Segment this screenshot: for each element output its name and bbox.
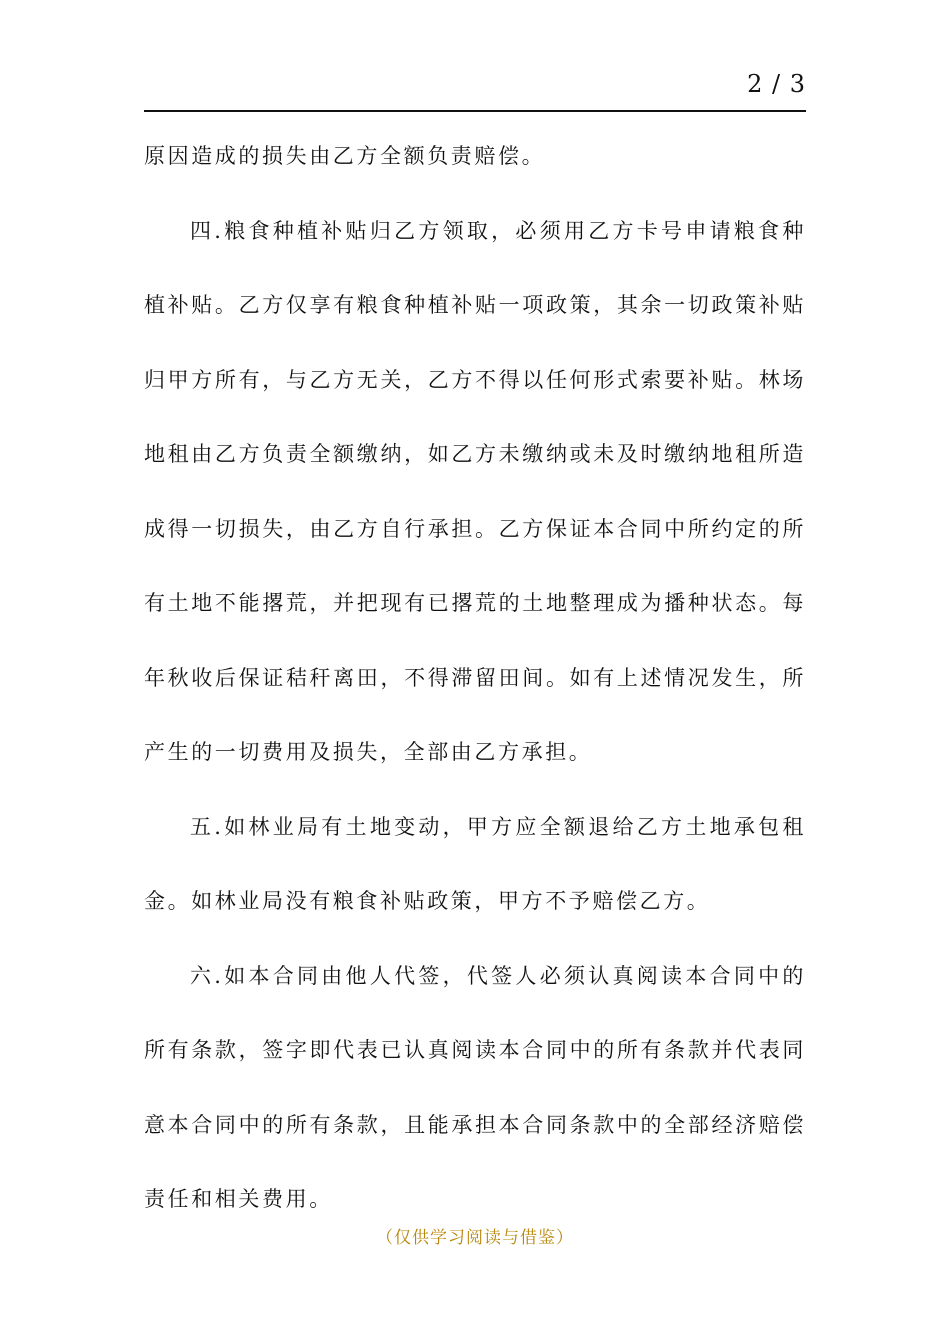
paragraph-clause-4: 四.粮食种植补贴归乙方领取，必须用乙方卡号申请粮食种植补贴。乙方仅享有粮食种植补贴一项政策，其余一切政策补贴归甲方所有，与乙方无关，乙方不得以任何形式索要补贴。林场地租由乙方负责全额缴纳，如乙方未缴纳或未及时缴纳地租所造成得一切损失，由乙方自行承担。乙方保证本合同中所约定的所有土地不能撂荒，并把现有已撂荒的土地整理成为播种状态。每年秋收后保证秸秆离田，不得滞留田间。如有上述情况发生，所产生的一切费用及损失，全部由乙方承担。 (144, 218, 806, 764)
page-number: 2 / 3 (747, 70, 806, 98)
paragraph-clause-5: 五.如林业局有土地变动，甲方应全额退给乙方土地承包租金。如林业局没有粮食补贴政策，甲方不予赔偿乙方。 (144, 814, 806, 913)
footer-note: （仅供学习阅读与借鉴） (376, 1228, 574, 1248)
paragraph-continuation: 原因造成的损失由乙方全额负责赔偿。 (144, 144, 546, 168)
paragraph-clause-6: 六.如本合同由他人代签，代签人必须认真阅读本合同中的所有条款，签字即代表已认真阅读本合同中的所有条款并代表同意本合同中的所有条款，且能承担本合同条款中的全部经济赔偿责任和相关费用。 (144, 963, 806, 1211)
body-text (144, 119, 806, 1237)
header-rule (144, 110, 806, 112)
